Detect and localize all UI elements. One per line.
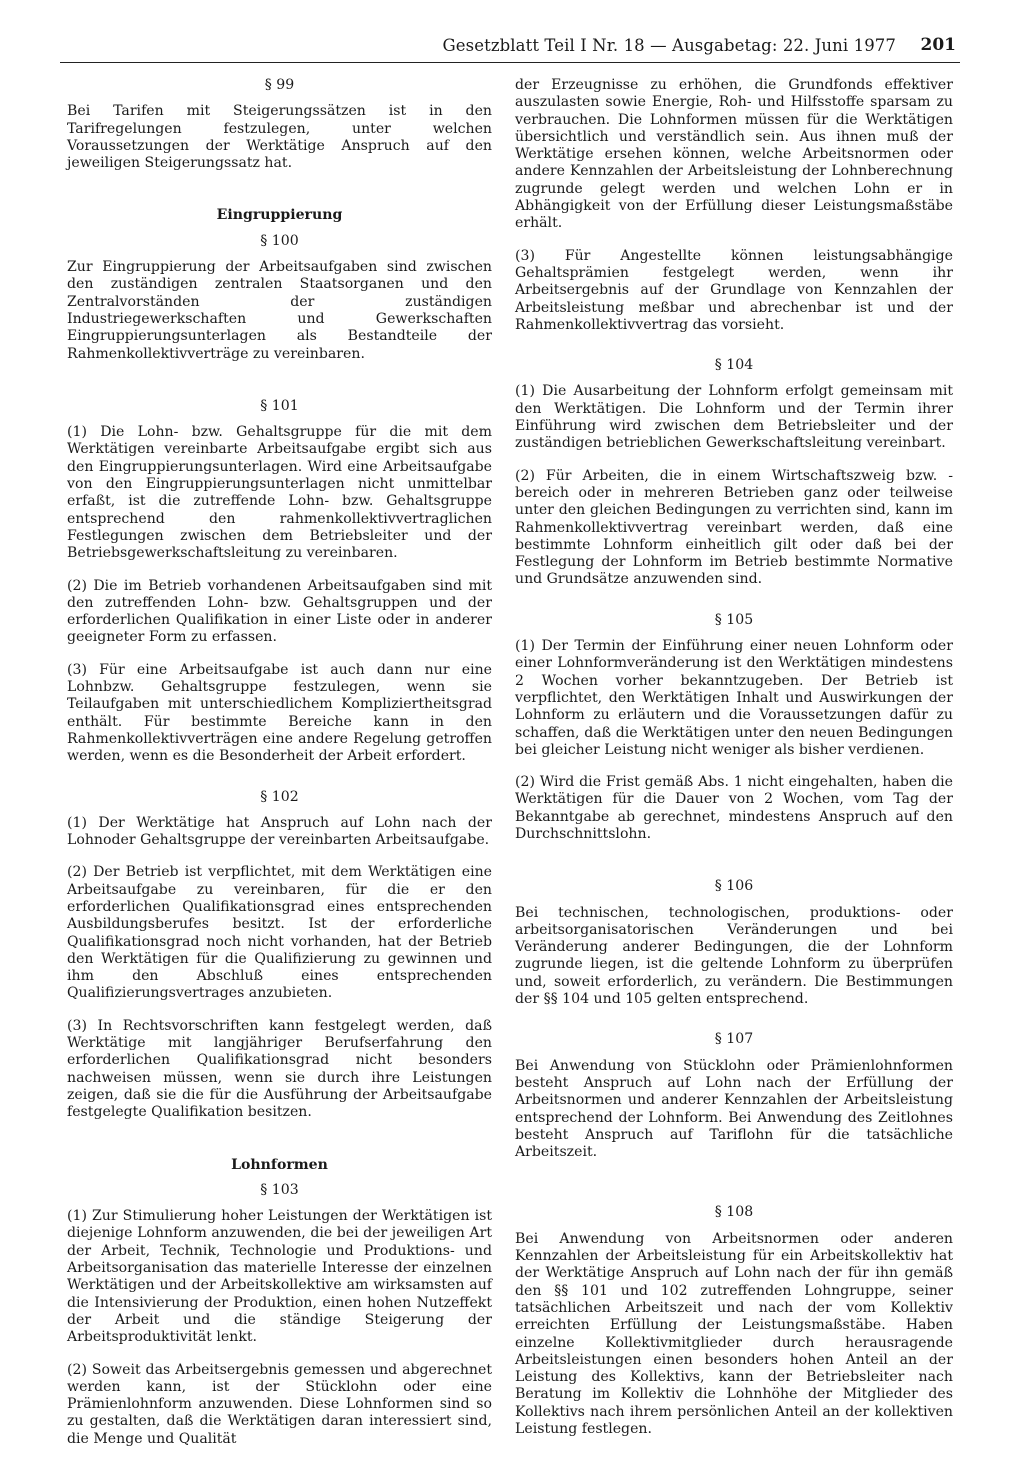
section-heading-100: § 100	[260, 232, 299, 249]
section-102-paragraph-1: (1) Der Werktätige hat Anspruch auf Lohn nach der Lohnoder Gehaltsgruppe der vereinbarten Arbeitsaufgabe.	[67, 814, 492, 849]
section-103-paragraph-1: (1) Zur Stimulierung hoher Leistungen der Werktätigen ist diejenige Lohnform anzuwenden, die bei der jeweiligen Art der Arbeit, Technik, Technologie und Produktions- und Arbeitsorganisation das materielle Interesse der einzelnen Werktätigen und der Arbeitskollektive am wirksamsten auf die Intensivierung der Produktion, einen hohen Nutzeffekt der Arbeit und die ständige Steigerung der Arbeitsproduktivität lenkt.	[67, 1208, 492, 1346]
section-heading-101: § 101	[260, 397, 299, 414]
section-102-paragraph-2: (2) Der Betrieb ist verpflichtet, mit dem Werktätigen eine Arbeitsaufgabe zu vereinbaren, für die er den erforderlichen Qualifikationsgrad eines entsprechenden Ausbildungsberufes besitzt. Ist der erforderliche Qualifikationsgrad noch nicht vorhanden, hat der Betrieb den Werktätigen für die Qualifizierung zu gewinnen und ihm den Abschluß eines entsprechenden Qualifizierungsvertrages anzubieten.	[67, 864, 492, 1002]
section-heading-107: § 107	[714, 1031, 754, 1048]
section-heading-102: § 102	[260, 788, 299, 805]
section-103-paragraph-3: (3) Für Angestellte können leistungsabhängige Gehaltsprämien festgelegt werden, wenn ihr Arbeitsergebnis auf der Grundlage von Kennzahlen der Arbeitsleistung meßbar und abrechenbar ist und der Rahmenkollektivvertrag das vorsieht.	[515, 247, 953, 333]
section-heading-103: § 103	[260, 1181, 299, 1198]
section-106-paragraph: Bei technischen, technologischen, produktions- oder arbeitsorganisatorischen Veränderungen und bei Veränderung anderer Bedingungen, die der Lohnform zugrunde liegen, ist die geltende Lohnform zu überprüfen und, soweit erforderlich, zu verändern. Die Bestimmungen der §§ 104 und 105 gelten entsprechend.	[515, 904, 953, 1008]
section-107-paragraph: Bei Anwendung von Stücklohn oder Prämienlohnformen besteht Anspruch auf Lohn nach der Erfüllung der Arbeitsnormen und anderer Kennzahlen der Arbeitsleistung entsprechend der Lohnform. Bei Anwendung des Zeitlohnes besteht Anspruch auf Tariflohn für die tatsächliche Arbeitszeit.	[515, 1057, 953, 1161]
section-heading-105: § 105	[714, 611, 754, 628]
section-104-paragraph-2: (2) Für Arbeiten, die in einem Wirtschaftszweig bzw. -bereich oder in mehreren Betrieben ganz oder teilweise unter den gleichen Bedingungen zu verrichten sind, kann im Rahmenkollektivvertrag vereinbart werden, daß eine bestimmte Lohnform einheitlich gilt oder daß bei der Festlegung der Lohnform im Betrieb bestimmte Normative und Grundsätze anzuwenden sind.	[515, 467, 953, 588]
section-heading-99: § 99	[264, 77, 295, 93]
section-103-paragraph-2-start: (2) Soweit das Arbeitsergebnis gemessen und abgerechnet werden kann, ist der Stücklohn oder eine Prämienlohnform anzuwenden. Diese Lohnformen sind so zu gestalten, daß die Werktätigen daran interessiert sind, die Menge und Qualität	[67, 1361, 492, 1447]
section-101-paragraph-2: (2) Die im Betrieb vorhandenen Arbeitsaufgaben sind mit den zutreffenden Lohn- bzw. Gehaltsgruppen und der erforderlichen Qualifikation in einer Liste oder in anderer geeigneter Form zu erfassen.	[67, 577, 492, 646]
page-number: 201	[920, 35, 956, 55]
left-column	[67, 77, 492, 1463]
right-column	[515, 77, 953, 1453]
section-105-paragraph-2: (2) Wird die Frist gemäß Abs. 1 nicht eingehalten, haben die Werktätigen für die Dauer von 2 Wochen, vom Tag der Bekanntgabe ab gerechnet, mindestens Anspruch auf den Durchschnittslohn.	[515, 774, 953, 842]
section-heading-106: § 106	[714, 878, 754, 895]
section-101-paragraph-1: (1) Die Lohn- bzw. Gehaltsgruppe für die mit dem Werktätigen vereinbarte Arbeitsaufgabe ergibt sich aus den Eingruppierungsunterlagen. Wird eine Arbeitsaufgabe von den Eingruppierungsunterlagen nicht unmittelbar erfaßt, ist die zutreffende Lohn- bzw. Gehaltsgruppe entsprechend den rahmenkollektivvertraglichen Festlegungen zwischen dem Betriebsleiter und der Betriebsgewerkschaftsleitung zu vereinbaren.	[67, 424, 492, 562]
group-heading-lohnformen: Lohnformen	[231, 1156, 328, 1173]
section-heading-104: § 104	[714, 357, 754, 374]
section-heading-108: § 108	[714, 1204, 754, 1221]
section-99-paragraph: Bei Tarifen mit Steigerungssätzen ist in den Tarifregelungen festzulegen, unter welchen Voraussetzungen der Werktätige Anspruch auf den jeweiligen Steigerungssatz hat.	[67, 103, 492, 172]
section-102-paragraph-3: (3) In Rechtsvorschriften kann festgelegt werden, daß Werktätige mit langjähriger Berufserfahrung den erforderlichen Qualifikationsgrad nicht besonders nachweisen müssen, wenn sie durch ihre Leistungen zeigen, daß sie die für die Ausführung der Arbeitsaufgabe festgelegte Qualifikation besitzen.	[67, 1017, 492, 1121]
section-101-paragraph-3: (3) Für eine Arbeitsaufgabe ist auch dann nur eine Lohnbzw. Gehaltsgruppe festzulegen, wenn sie Teilaufgaben mit unterschiedlichem Kompliziertheitsgrad enthält. Für bestimmte Bereiche kann in den Rahmenkollektivverträgen eine andere Regelung getroffen werden, wenn es die Besonderheit der Arbeit erfordert.	[67, 661, 492, 765]
section-100-paragraph: Zur Eingruppierung der Arbeitsaufgaben sind zwischen den zuständigen zentralen Staatsorganen und den Zentralvorständen der zuständigen Industriegewerkschaften und Gewerkschaften Eingruppierungsunterlagen als Bestandteile der Rahmenkollektivverträge zu vereinbaren.	[67, 259, 492, 362]
section-105-paragraph-1: (1) Der Termin der Einführung einer neuen Lohnform oder einer Lohnformveränderung ist den Werktätigen mindestens 2 Wochen vorher bekanntzugeben. Der Betrieb ist verpflichtet, den Werktätigen Inhalt und Auswirkungen der Lohnform zu erläutern und die Voraussetzungen dafür zu schaffen, daß die Werktätigen unter den neuen Bedingungen bei gleicher Leistung nicht weniger als bisher verdienen.	[515, 638, 953, 758]
page-header	[60, 34, 960, 63]
gazette-title: Gesetzblatt Teil I Nr. 18 — Ausgabetag: 22. Juni 1977	[442, 36, 896, 55]
group-heading-eingruppierung: Eingruppierung	[216, 207, 343, 224]
section-108-paragraph: Bei Anwendung von Arbeitsnormen oder anderen Kennzahlen der Arbeitsleistung für ein Arbeitskollektiv hat der Werktätige Anspruch auf Lohn nach der für ihn gemäß den §§ 101 und 102 zutreffenden Lohngruppe, seiner tatsächlichen Arbeitszeit und nach der vom Kollektiv erreichten Erfüllung der Leistungsmaßstäbe. Haben einzelne Kollektivmitglieder durch herausragende Arbeitsleistungen einen besonders hohen Anteil an der Leistung des Kollektivs, kann der Betriebsleiter nach Beratung im Kollektiv die Lohnhöhe der Mitglieder des Kollektivs nach ihrem persönlichen Anteil an der kollektiven Leistung festlegen.	[515, 1230, 953, 1437]
section-104-paragraph-1: (1) Die Ausarbeitung der Lohnform erfolgt gemeinsam mit den Werktätigen. Die Lohnform und der Termin ihrer Einführung wird zwischen dem Betriebsleiter und der zuständigen betrieblichen Gewerkschaftsleitung vereinbart.	[515, 383, 953, 452]
section-103-paragraph-2-end: der Erzeugnisse zu erhöhen, die Grundfonds effektiver auszulasten sowie Energie, Roh- und Hilfsstoffe sparsam zu verbrauchen. Die Lohnformen müssen für die Werktätigen übersichtlich und verständlich sein. Aus ihnen muß der Werktätige ersehen können, welche Arbeitsnormen oder andere Kennzahlen der Arbeitsleistung der Lohnberechnung zugrunde gelegt werden und welchen Lohn er in Abhängigkeit von der Erfüllung dieser Leistungsmaßstäbe erhält.	[515, 77, 953, 232]
